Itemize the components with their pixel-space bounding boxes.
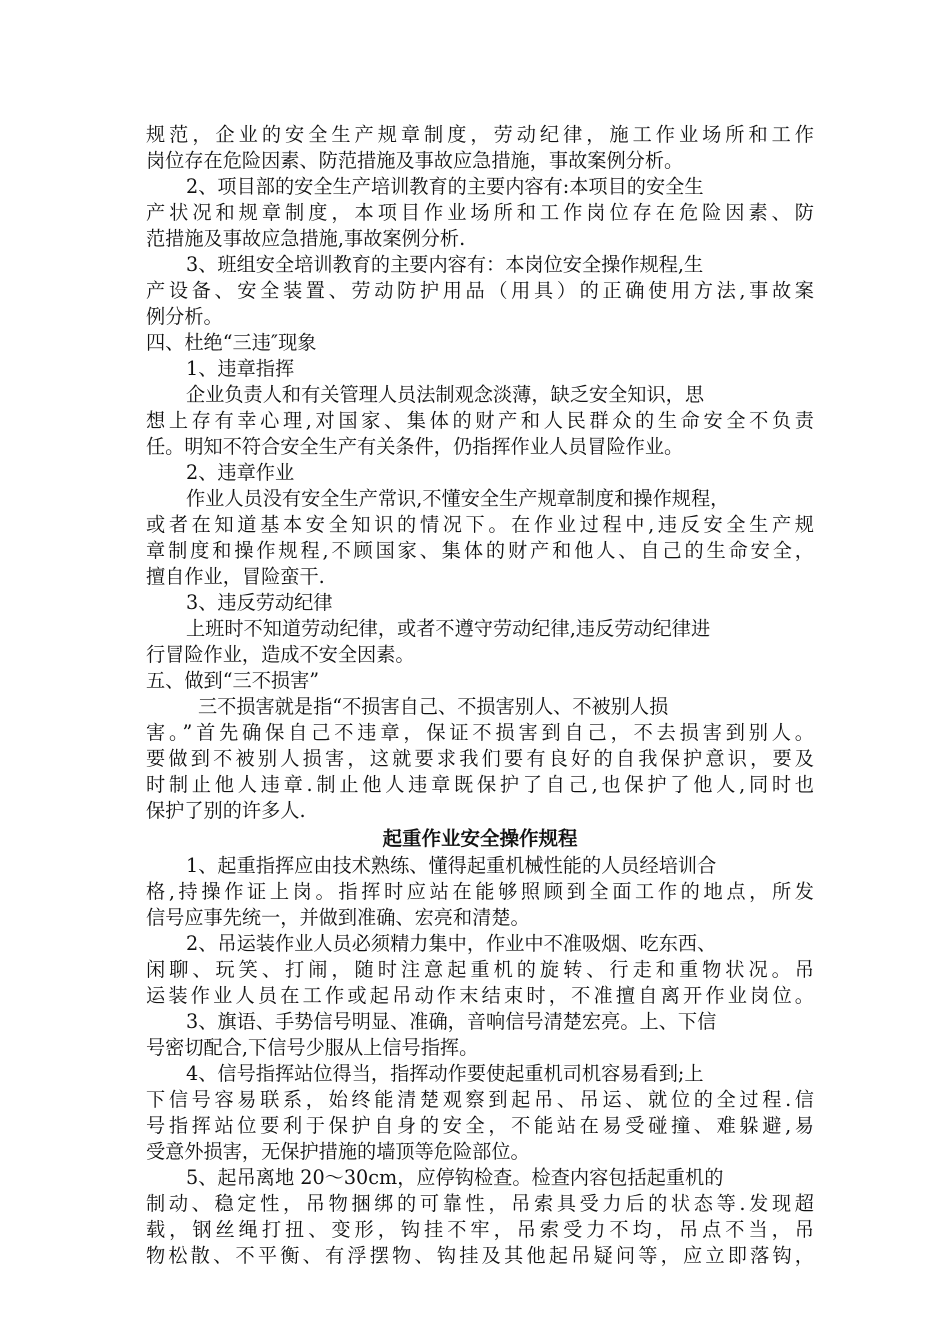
text-line: 号密切配合,下信号少服从上信号指挥。 (146, 1036, 479, 1059)
subheading: 1、违章指挥 (186, 357, 295, 380)
document-page (146, 122, 814, 1269)
text-line: 三不损害就是指“不损害自己、不损害别人、不被别人损 (198, 695, 669, 718)
text-line: 物松散、不平衡、有浮摆物、钩挂及其他起吊疑问等，应立即落钩， (146, 1244, 814, 1267)
text-line: 时制止他人违章.制止他人违章既保护了自己,也保护了他人,同时也 (146, 773, 814, 796)
text-line: 产设备、安全装置、劳动防护用品（用具）的正确使用方法,事故案 (146, 279, 814, 302)
subheading: 2、违章作业 (186, 461, 295, 484)
text-line: 擅自作业，冒险蛮干. (146, 565, 325, 588)
text-line: 闲聊、玩笑、打闹，随时注意起重机的旋转、行走和重物状况。吊 (146, 958, 814, 981)
text-line: 岗位存在危险因素、防范措施及事故应急措施，事故案例分析。 (146, 149, 684, 172)
text-line: 信号应事先统一，并做到准确、宏亮和清楚。 (146, 906, 530, 929)
text-line: 例分析。 (146, 305, 223, 328)
text-line: 4、信号指挥站位得当，指挥动作要使起重机司机容易看到;上 (186, 1062, 704, 1085)
text-line: 2、项目部的安全生产培训教育的主要内容有:本项目的安全生 (186, 175, 704, 198)
text-line: 产状况和规章制度，本项目作业场所和工作岗位存在危险因素、防 (146, 201, 814, 224)
text-line: 任。明知不符合安全生产有关条件，仍指挥作业人员冒险作业。 (146, 435, 684, 458)
text-line: 格,持操作证上岗。指挥时应站在能够照顾到全面工作的地点，所发 (146, 880, 814, 903)
text-line: 1、起重指挥应由技术熟练、懂得起重机械性能的人员经培训合 (186, 854, 717, 877)
text-line: 范措施及事故应急措施,事故案例分析. (146, 227, 466, 250)
text-line: 章制度和操作规程,不顾国家、集体的财产和他人、自己的生命安全， (146, 539, 814, 562)
text-line: 想上存有幸心理,对国家、集体的财产和人民群众的生命安全不负责 (146, 409, 814, 432)
text-line: 上班时不知道劳动纪律，或者不遵守劳动纪律,违反劳动纪律进 (186, 617, 711, 640)
text-line: 3、旗语、手势信号明显、准确，音响信号清楚宏亮。上、下信 (186, 1010, 717, 1033)
text-line: 作业人员没有安全生产常识,不懂安全生产规章制度和操作规程， (186, 487, 730, 510)
text-line: 制动、稳定性，吊物捆绑的可靠性，吊索具受力后的状态等.发现超 (146, 1192, 814, 1215)
text-line: 规范，企业的安全生产规章制度，劳动纪律，施工作业场所和工作 (146, 123, 814, 146)
text-line: 5、起吊离地 20～30cm，应停钩检查。检查内容包括起重机的 (186, 1166, 724, 1189)
text-line: 载，钢丝绳打扭、变形，钩挂不牢，吊索受力不均，吊点不当，吊 (146, 1218, 814, 1241)
text-line: 下信号容易联系，始终能清楚观察到起吊、吊运、就位的全过程.信 (146, 1088, 814, 1111)
subheading: 3、违反劳动纪律 (186, 591, 333, 614)
text-line: 害。”首先确保自己不违章，保证不损害到自己，不去损害到别人。 (146, 721, 814, 744)
text-line: 要做到不被别人损害，这就要求我们要有良好的自我保护意识，要及 (146, 747, 814, 770)
section-heading: 五、做到“三不损害” (146, 669, 320, 692)
text-line: 运装作业人员在工作或起吊动作末结束时，不准擅自离开作业岗位。 (146, 984, 814, 1007)
text-line: 2、吊运装作业人员必须精力集中，作业中不准吸烟、吃东西、 (186, 932, 717, 955)
text-line: 行冒险作业，造成不安全因素。 (146, 643, 415, 666)
text-line: 3、班组安全培训教育的主要内容有：本岗位安全操作规程,生 (186, 253, 704, 276)
document-title: 起重作业安全操作规程 (382, 827, 578, 850)
text-line: 受意外损害，无保护措施的墙顶等危险部位。 (146, 1140, 530, 1163)
text-line: 或者在知道基本安全知识的情况下。在作业过程中,违反安全生产规 (146, 513, 814, 536)
section-heading: 四、杜绝“三违″现象 (146, 331, 317, 354)
text-line: 保护了别的许多人. (146, 799, 306, 822)
text-line: 号指挥站位要利于保护自身的安全，不能站在易受碰撞、难躲避,易 (146, 1114, 814, 1137)
text-line: 企业负责人和有关管理人员法制观念淡薄，缺乏安全知识，思 (186, 383, 705, 406)
